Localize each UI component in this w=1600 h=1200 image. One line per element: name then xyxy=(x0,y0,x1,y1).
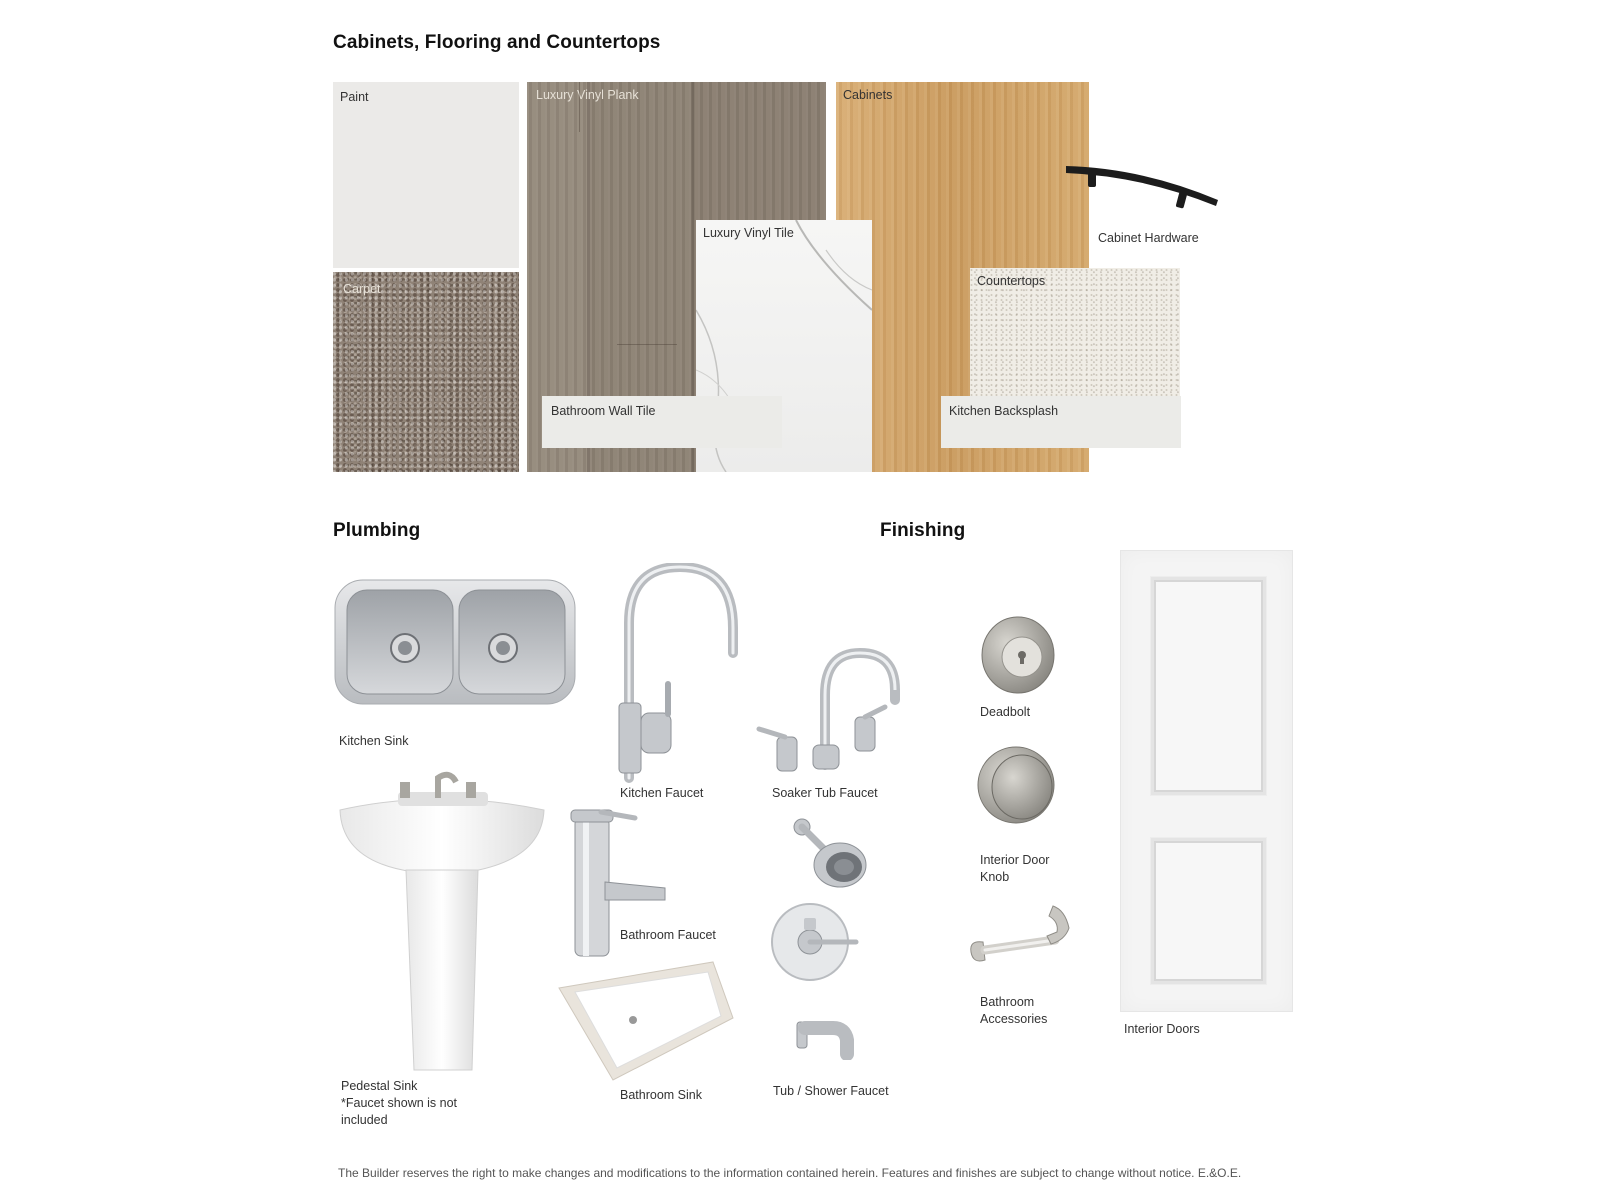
kitchen-backsplash-label: Kitchen Backsplash xyxy=(949,404,1059,418)
door-lower-panel xyxy=(1151,838,1266,984)
shower-valve-image xyxy=(770,900,860,985)
section-title-finishing: Finishing xyxy=(880,520,966,541)
pedestal-sink-note: *Faucet shown is not xyxy=(341,1096,458,1110)
paint-label: Paint xyxy=(340,90,369,104)
carpet-swatch xyxy=(333,272,519,472)
kitchen-sink-image xyxy=(333,578,578,708)
kitchen-sink-label: Kitchen Sink xyxy=(339,734,409,748)
countertops-label: Countertops xyxy=(977,274,1046,288)
kitchen-backsplash-swatch xyxy=(941,396,1181,448)
paint-swatch xyxy=(333,82,519,268)
door-upper-panel xyxy=(1151,577,1266,795)
section-title-cabinets: Cabinets, Flooring and Countertops xyxy=(333,32,661,53)
section-title-plumbing: Plumbing xyxy=(333,520,421,541)
door-knob-label: Interior Door xyxy=(980,853,1050,867)
tub-shower-faucet-label: Tub / Shower Faucet xyxy=(773,1084,889,1098)
kitchen-faucet-image xyxy=(615,563,740,783)
lvt-label: Luxury Vinyl Tile xyxy=(703,226,794,240)
deadbolt-label: Deadbolt xyxy=(980,705,1031,719)
bathroom-wall-tile-swatch xyxy=(542,396,782,448)
deadbolt-image xyxy=(980,615,1056,695)
soaker-tub-faucet-label: Soaker Tub Faucet xyxy=(772,786,878,800)
cabinet-hardware-pull-image xyxy=(1062,158,1222,218)
pedestal-sink-image xyxy=(338,770,548,1075)
cabinet-hardware-label: Cabinet Hardware xyxy=(1098,231,1199,245)
pedestal-sink-label: Pedestal Sink xyxy=(341,1079,418,1093)
interior-door-image xyxy=(1120,550,1293,1012)
bathroom-accessories-label: Bathroom xyxy=(980,995,1035,1009)
countertops-swatch xyxy=(970,268,1180,398)
cabinets-label: Cabinets xyxy=(843,88,893,102)
plank-seam xyxy=(617,344,677,345)
soaker-tub-faucet-image xyxy=(755,645,910,775)
door-knob-label-2: Knob xyxy=(980,870,1010,884)
bathroom-wall-tile-label: Bathroom Wall Tile xyxy=(551,404,656,418)
disclaimer-text: The Builder reserves the right to make changes and modifications to the information contained herein. Features and finishes are subject to change without notice. E.&O.E. xyxy=(338,1166,1242,1180)
lvp-label: Luxury Vinyl Plank xyxy=(536,88,639,102)
bathroom-accessories-label-2: Accessories xyxy=(980,1012,1048,1026)
interior-doors-label: Interior Doors xyxy=(1124,1022,1200,1036)
carpet-label: Carpet xyxy=(343,282,381,296)
kitchen-faucet-label: Kitchen Faucet xyxy=(620,786,704,800)
tub-spout-image xyxy=(795,1010,855,1060)
plank-seam xyxy=(579,82,580,132)
pedestal-sink-note: included xyxy=(341,1113,388,1127)
shower-head-image xyxy=(790,815,870,890)
bathroom-accessories-image xyxy=(965,900,1075,975)
bathroom-faucet-label: Bathroom Faucet xyxy=(620,928,716,942)
door-knob-image xyxy=(976,745,1064,829)
bathroom-sink-image xyxy=(553,958,738,1083)
bathroom-sink-label: Bathroom Sink xyxy=(620,1088,702,1102)
